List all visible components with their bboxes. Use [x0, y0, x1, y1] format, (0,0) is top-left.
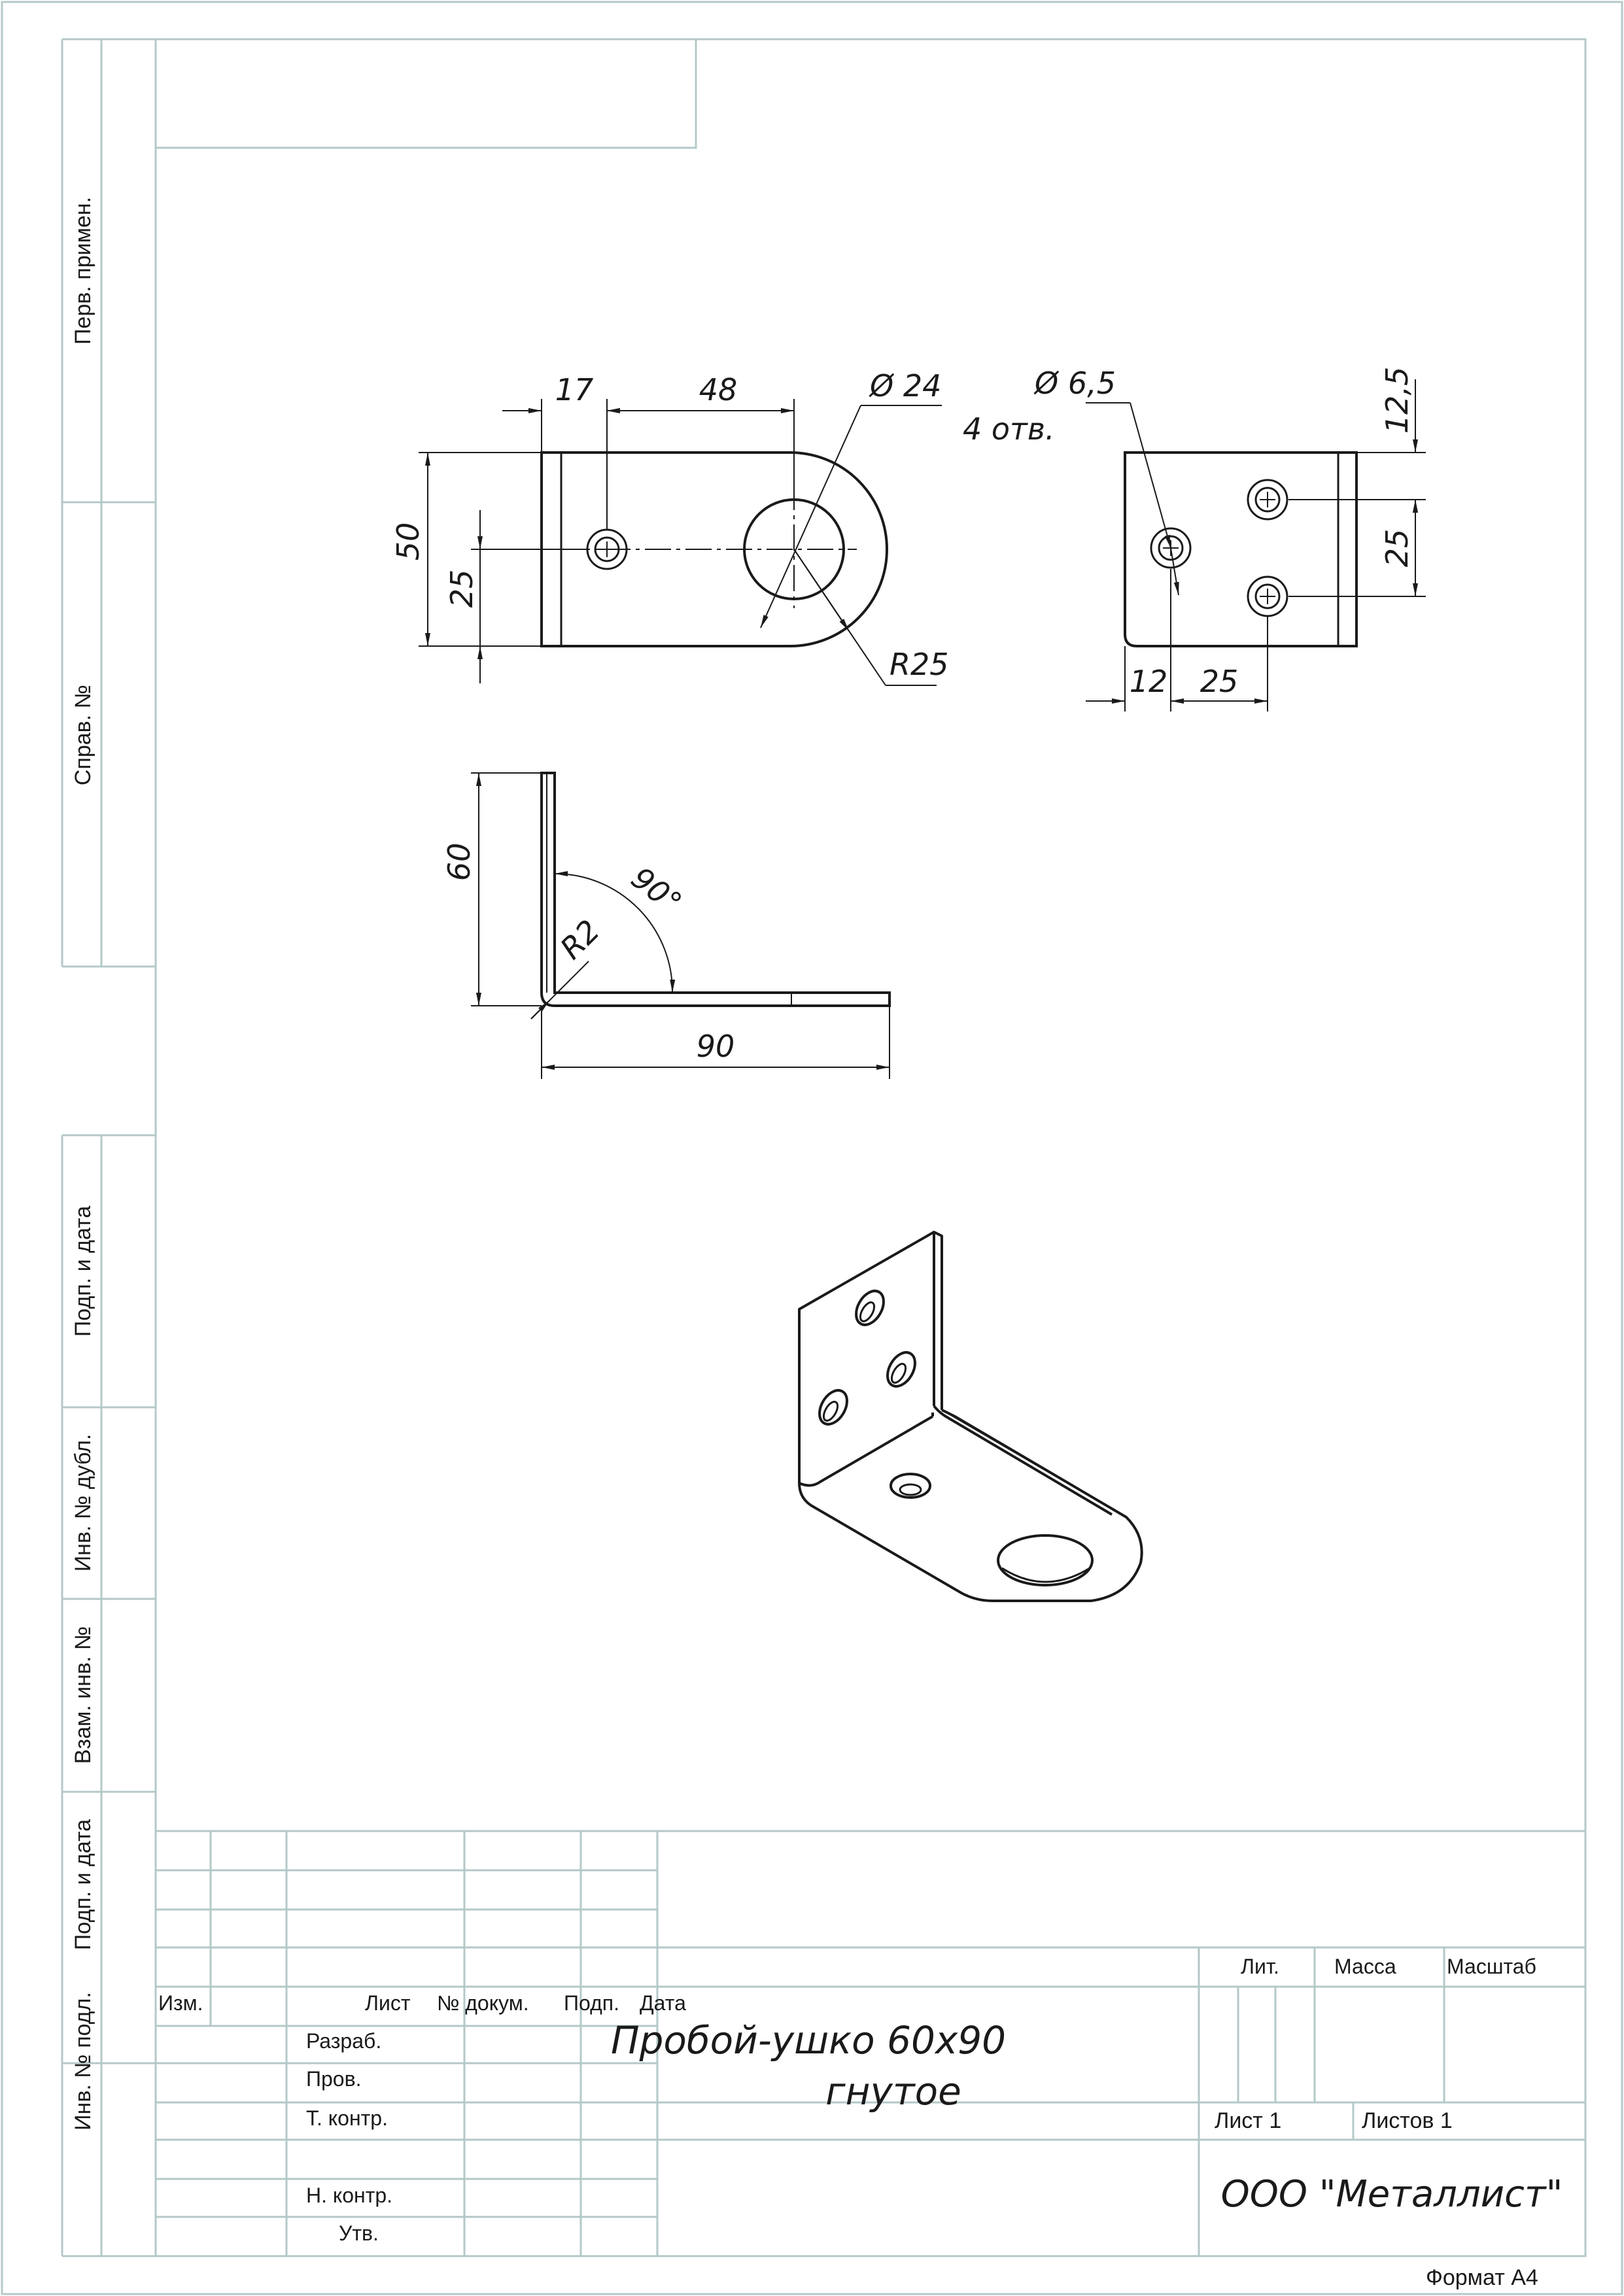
label-podp: Подп.	[564, 1991, 619, 2015]
side-vzam-inv-no: Взам. инв. №	[71, 1626, 95, 1764]
label-massa: Масса	[1334, 1955, 1396, 1978]
label-list: Лист	[365, 1991, 411, 2015]
dim-17: 17	[555, 372, 594, 407]
view-isometric	[799, 1232, 1142, 1601]
side-labels	[71, 197, 95, 2131]
side-inv-no-podl: Инв. № подл.	[71, 1992, 95, 2131]
organization-name: ООО "Металлист"	[1220, 2173, 1563, 2216]
dim-holes-count: 4 отв.	[963, 411, 1055, 447]
side-podp-data-1: Подп. и дата	[71, 1205, 95, 1337]
side-inv-no-dubl: Инв. № дубл.	[71, 1433, 95, 1572]
view-front-flange	[419, 399, 942, 685]
dim-50: 50	[390, 522, 426, 561]
iso-hole-2	[882, 1348, 920, 1391]
label-masshtab: Масштаб	[1447, 1955, 1536, 1978]
label-t-kontr: Т. контр.	[306, 2106, 388, 2130]
dim-48: 48	[699, 372, 738, 407]
drawing-frame	[2, 2, 1622, 2294]
document-title-line1: Пробой-ушко 60х90	[610, 2018, 1007, 2063]
label-lit: Лит.	[1241, 1955, 1279, 1978]
dim-25-right: 25	[1379, 528, 1415, 568]
iso-hole-3	[814, 1386, 852, 1429]
side-podp-data-2: Подп. и дата	[71, 1819, 95, 1951]
label-utv: Утв.	[339, 2221, 379, 2245]
dim-12-5: 12,5	[1379, 366, 1415, 434]
label-data: Дата	[640, 1991, 686, 2015]
side-sprav-no: Справ. №	[71, 684, 95, 786]
iso-hole-1	[850, 1286, 889, 1329]
dim-dia6-5: Ø 6,5	[1035, 366, 1116, 401]
dimension-labels	[390, 366, 1415, 1064]
dim-25-left: 25	[444, 569, 479, 608]
iso-eye-hole	[998, 1535, 1092, 1585]
side-perv-primen: Перв. примен.	[71, 196, 95, 345]
document-title-line2: гнутое	[825, 2069, 961, 2114]
dim-25-bottom: 25	[1200, 664, 1239, 699]
label-no-dokum: № докум.	[437, 1991, 529, 2015]
view-side-flange	[1086, 379, 1426, 711]
label-razrab: Разраб.	[306, 2029, 382, 2053]
dim-60: 60	[441, 842, 477, 882]
dim-r2: R2	[553, 912, 607, 967]
label-prov: Пров.	[306, 2067, 362, 2091]
view-bend-profile	[471, 773, 890, 1079]
label-sheets: Листов 1	[1362, 2108, 1453, 2133]
dim-12: 12	[1129, 664, 1168, 699]
dim-90: 90	[696, 1029, 735, 1064]
dim-angle-90: 90°	[625, 860, 689, 921]
label-n-kontr: Н. контр.	[306, 2184, 393, 2207]
dim-r25: R25	[890, 647, 949, 682]
dim-dia24: Ø 24	[870, 368, 942, 403]
title-block-labels	[158, 1955, 1538, 2290]
label-sheet: Лист 1	[1215, 2108, 1282, 2133]
label-izm: Изм.	[158, 1991, 203, 2015]
label-format: Формат А4	[1426, 2265, 1538, 2290]
